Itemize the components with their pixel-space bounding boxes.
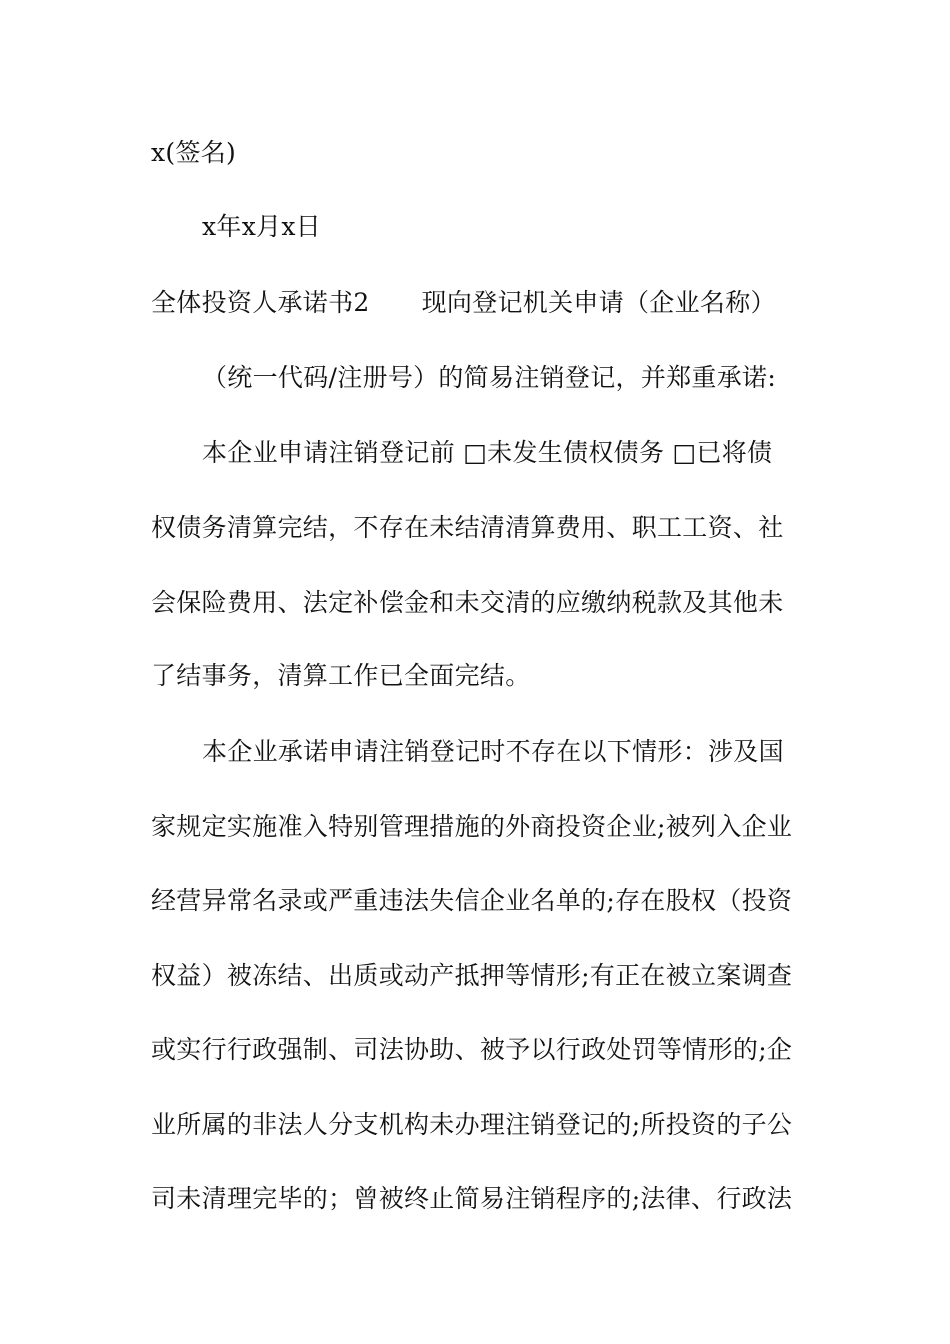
intro-continuation: （统一代码/注册号）的简易注销登记，并郑重承诺: [202,363,777,392]
document-title: 全体投资人承诺书2 [151,288,370,317]
paragraph1-line: 会保险费用、法定补偿金和未交清的应缴纳税款及其他未 [151,588,784,617]
paragraph2-line: 权益）被冻结、出质或动产抵押等情形;有正在被立案调查 [151,961,793,990]
paragraph2-line: 经营异常名录或严重违法失信企业名单的;存在股权（投资 [151,886,793,915]
paragraph2-line: 业所属的非法人分支机构未办理注销登记的;所投资的子公 [151,1110,793,1139]
paragraph1-line: 本企业申请注销登记前 □未发生债权债务 □已将债 [202,438,773,467]
intro-text: 现向登记机关申请（企业名称） [421,288,776,317]
paragraph2-line: 或实行行政强制、司法协助、被予以行政处罚等情形的;企 [151,1035,793,1064]
paragraph1-line: 权债务清算完结，不存在未结清清算费用、职工工资、社 [151,513,784,542]
paragraph2-line: 司未清理完毕的；曾被终止简易注销程序的;法律、行政法 [151,1184,793,1213]
paragraph2-line: 本企业承诺申请注销登记时不存在以下情形：涉及国 [202,737,784,766]
paragraph1-line: 了结事务，清算工作已全面完结。 [151,661,531,690]
date-line: x年x月x日 [202,212,322,241]
signature-line: x(签名) [151,138,237,167]
title-line [151,286,811,320]
paragraph2-line: 家规定实施准入特别管理措施的外商投资企业;被列入企业 [151,812,793,841]
